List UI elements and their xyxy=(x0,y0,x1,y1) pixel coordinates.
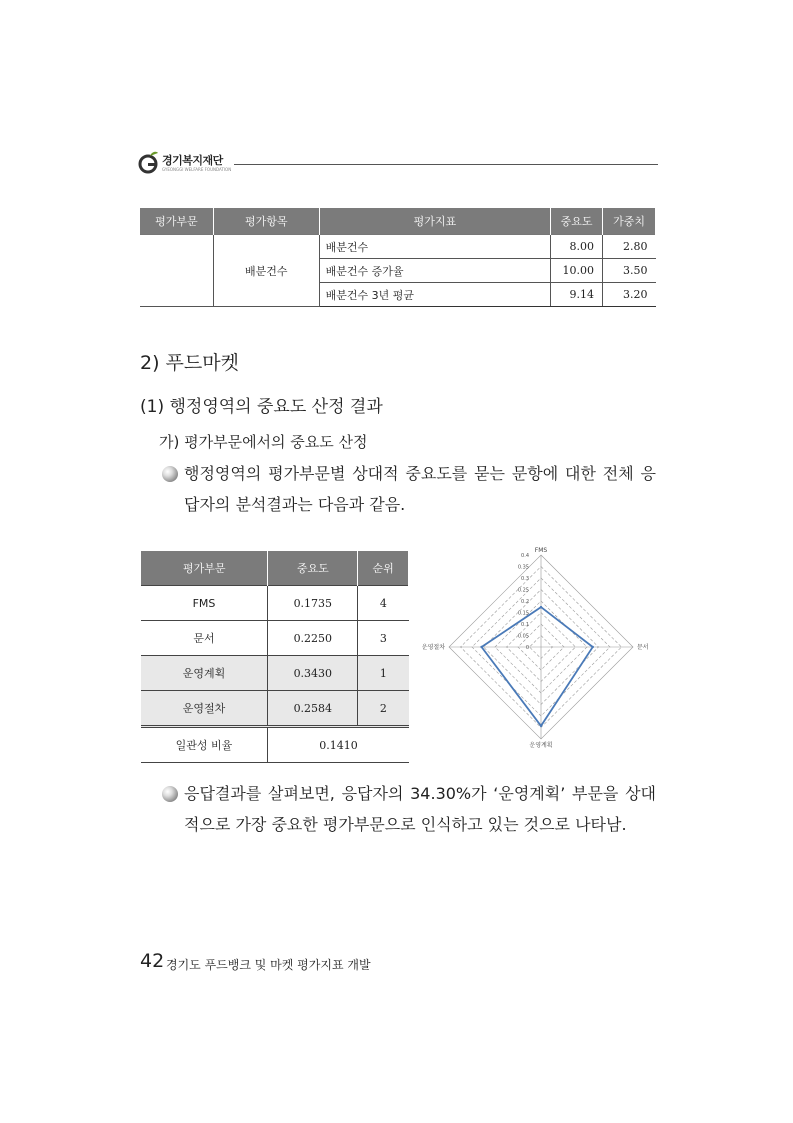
importance-cell: 10.00 xyxy=(551,259,603,283)
importance-cell: 0.2584 xyxy=(268,691,358,727)
consistency-label: 일관성 비율 xyxy=(141,727,268,763)
tick-label: 0.05 xyxy=(517,633,529,640)
part-cell: FMS xyxy=(141,586,268,621)
rank-cell: 3 xyxy=(358,621,409,656)
header-rule xyxy=(234,164,658,165)
radar-chart xyxy=(421,547,660,749)
part-cell: 운영절차 xyxy=(141,691,268,727)
header-weight: 가중치 xyxy=(603,208,656,235)
rank-cell: 4 xyxy=(358,586,409,621)
rank-cell: 1 xyxy=(358,656,409,691)
paragraph-intro: 행정영역의 평가부문별 상대적 중요도를 묻는 문항에 대한 전체 응답자의 분석결과는 다음과 같음. xyxy=(184,464,656,514)
data-point xyxy=(592,646,594,648)
rank-cell: 2 xyxy=(358,691,409,727)
org-name: 경기복지재단 xyxy=(162,154,223,167)
org-sub: GYEONGGI WELFARE FOUNDATION xyxy=(162,167,232,172)
header-indicator: 평가지표 xyxy=(319,208,550,235)
bullet-icon xyxy=(162,466,178,482)
table-row xyxy=(141,586,409,621)
table-row xyxy=(141,621,409,656)
foundation-logo-icon xyxy=(138,150,160,174)
importance-cell: 8.00 xyxy=(551,235,603,259)
header-importance: 중요도 xyxy=(551,208,603,235)
part-cell: 운영계획 xyxy=(141,656,268,691)
tick-label: 0.4 xyxy=(521,553,529,559)
table-row xyxy=(141,656,409,691)
section-heading: 2) 푸드마켓 xyxy=(140,352,239,374)
tick-label: 0.15 xyxy=(517,610,529,617)
item-cell: 배분건수 xyxy=(213,235,319,307)
page-number: 42 xyxy=(140,950,165,972)
importance-table xyxy=(140,551,409,763)
tick-label: 0 xyxy=(525,645,529,651)
book-title: 경기도 푸드뱅크 및 마켓 평가지표 개발 xyxy=(166,958,371,972)
axis-label: 문서 xyxy=(637,644,649,651)
importance-cell: 0.2250 xyxy=(268,621,358,656)
header-part: 평가부문 xyxy=(140,208,214,235)
table-header-row xyxy=(141,551,409,586)
importance-cell: 9.14 xyxy=(551,283,603,307)
axis-label: 운영절차 xyxy=(421,644,445,651)
header-part: 평가부문 xyxy=(141,551,268,586)
weight-cell: 3.20 xyxy=(603,283,656,307)
weight-cell: 3.50 xyxy=(603,259,656,283)
sub-subsection-heading: 가) 평가부문에서의 중요도 산정 xyxy=(159,433,368,451)
table-row xyxy=(141,691,409,727)
consistency-row xyxy=(141,727,409,763)
paragraph-result: 응답결과를 살펴보면, 응답자의 34.30%가 ‘운영계획’ 부문을 상대적으로 가장 중요한 평가부문으로 인식하고 있는 것으로 나타남. xyxy=(184,784,656,834)
axis-label: 운영계획 xyxy=(529,742,553,749)
tick-label: 0.3 xyxy=(521,576,529,582)
header-rank: 순위 xyxy=(358,551,409,586)
consistency-value: 0.1410 xyxy=(268,727,409,763)
part-cell: 문서 xyxy=(141,621,268,656)
indicator-cell: 배분건수 3년 평균 xyxy=(319,283,550,307)
bullet-icon xyxy=(162,786,178,802)
tick-label: 0.2 xyxy=(521,599,529,605)
data-point xyxy=(540,606,542,608)
part-cell xyxy=(140,235,214,307)
header-importance: 중요도 xyxy=(268,551,358,586)
subsection-heading: (1) 행정영역의 중요도 산정 결과 xyxy=(140,397,383,417)
axis-label: FMS xyxy=(534,547,548,554)
importance-cell: 0.1735 xyxy=(268,586,358,621)
indicator-cell: 배분건수 증가율 xyxy=(319,259,550,283)
header-item: 평가항목 xyxy=(213,208,319,235)
tick-label: 0.35 xyxy=(517,564,529,571)
indicator-table xyxy=(139,208,656,307)
weight-cell: 2.80 xyxy=(603,235,656,259)
data-point xyxy=(480,646,482,648)
tick-label: 0.1 xyxy=(521,622,529,628)
table-header-row xyxy=(140,208,656,235)
data-point xyxy=(540,725,542,727)
tick-label: 0.25 xyxy=(517,587,529,594)
header xyxy=(138,150,658,178)
indicator-cell: 배분건수 xyxy=(319,235,550,259)
importance-cell: 0.3430 xyxy=(268,656,358,691)
table-row xyxy=(140,235,656,259)
